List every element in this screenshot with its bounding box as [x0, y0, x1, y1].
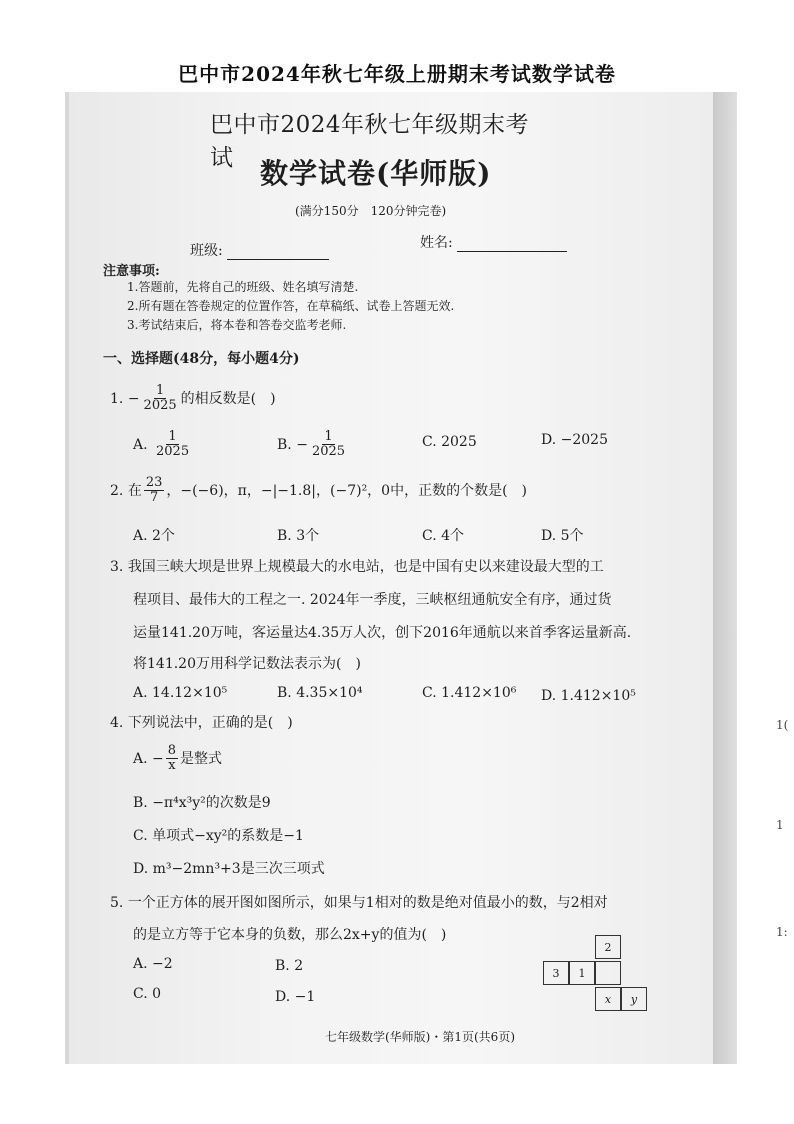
- net-cell-blank: [595, 961, 621, 985]
- option-b: B. 3个: [277, 528, 320, 544]
- question-4: [110, 712, 293, 732]
- denominator: 2025: [156, 444, 190, 460]
- class-blank: [227, 245, 329, 260]
- side-mark: 1(: [776, 718, 789, 732]
- denominator: 7: [149, 490, 159, 506]
- question-3-line: 运量141.20万吨，客运量达4.35万人次，创下2016年通航以来首季客运量新高.: [133, 625, 632, 641]
- numerator: 23: [145, 475, 163, 490]
- fraction: [310, 430, 347, 460]
- option-d: D. 1.412×10⁵: [541, 688, 636, 704]
- option-d: D. −2025: [541, 432, 608, 448]
- question-5-line: 的是立方等于它本身的负数，那么2x+y的值为( ): [133, 927, 447, 943]
- cube-net-diagram: [543, 935, 653, 1015]
- option-text: 是整式: [180, 750, 223, 767]
- question-stem: 我国三峡大坝是世界上规模最大的水电站，也是中国有史以来建设最大型的工: [127, 559, 604, 575]
- section-title: 一、选择题(48分，每小题4分): [103, 351, 300, 367]
- option-d: D. 5个: [541, 528, 584, 544]
- question-stem: 下列说法中，正确的是( ): [127, 715, 293, 731]
- question-3-line: 将141.20万用科学记数法表示为( ): [133, 656, 361, 672]
- option-a: A. −2: [133, 956, 173, 972]
- class-field: [190, 240, 329, 260]
- notice-item: 3.考试结束后，将本卷和答卷交监考老师.: [127, 318, 347, 332]
- numerator: 8: [167, 743, 177, 758]
- name-label: 姓名:: [420, 235, 453, 251]
- option-label: B.: [277, 436, 292, 453]
- photo-right-edge: [713, 92, 737, 1064]
- exam-score-time: (满分150分 120分钟完卷): [295, 204, 447, 218]
- option-a: [133, 744, 222, 774]
- net-cell-x: x: [595, 987, 621, 1011]
- side-mark: 1:: [776, 925, 788, 939]
- question-1: [110, 384, 276, 414]
- option-b: B. 4.35×10⁴: [277, 685, 363, 701]
- fraction: [142, 384, 179, 414]
- option-label: A.: [133, 436, 148, 453]
- name-blank: [457, 237, 567, 252]
- side-mark: 1: [776, 818, 784, 832]
- option-d: D. −1: [275, 989, 316, 1005]
- name-field: [420, 232, 567, 252]
- question-stem: ，−(−6)，π，−|−1.8|，(−7)²，0中，正数的个数是( ): [166, 482, 528, 499]
- option-c: C. 单项式−xy²的系数是−1: [133, 828, 304, 844]
- option-a: A. 2个: [133, 528, 175, 544]
- option-d: D. m³−2mn³+3是三次三项式: [133, 861, 325, 877]
- option-c: C. 2025: [422, 434, 477, 450]
- minus-sign: −: [127, 390, 140, 407]
- numerator: 1: [155, 383, 165, 398]
- net-cell-left: 3: [543, 961, 569, 985]
- question-stem: 的相反数是( ): [180, 390, 276, 407]
- option-label: A.: [133, 750, 148, 767]
- option-b: B. −π⁴x³y²的次数是9: [133, 795, 271, 811]
- question-stem: 一个正方体的展开图如图所示，如果与1相对的数是绝对值最小的数，与2相对: [127, 895, 608, 911]
- net-cell-y: y: [621, 987, 647, 1011]
- numerator: 1: [324, 429, 333, 444]
- net-cell-mid: 1: [569, 961, 595, 985]
- fraction: [166, 744, 178, 774]
- option-c: C. 1.412×10⁶: [422, 685, 517, 701]
- question-number: 4.: [110, 715, 124, 731]
- minus-sign: −: [152, 750, 164, 767]
- question-number: 5.: [110, 895, 124, 911]
- notice-item: 2.所有题在答卷规定的位置作答，在草稿纸、试卷上答题无效.: [127, 299, 455, 313]
- question-number: 1.: [110, 390, 124, 407]
- fraction: [144, 476, 165, 506]
- question-5: [110, 892, 608, 912]
- notice-title: 注意事项:: [103, 264, 160, 279]
- option-c: C. 0: [133, 986, 162, 1002]
- page-footer: 七年级数学(华师版)・第1页(共6页): [325, 1030, 515, 1044]
- photo-left-edge: [65, 92, 69, 1064]
- question-3: [110, 556, 604, 576]
- denominator: x: [168, 758, 176, 774]
- minus-sign: −: [296, 436, 308, 453]
- exam-title-line1: 巴中市2024年秋七年级期末考试: [210, 112, 530, 171]
- option-b: B. 2: [275, 958, 304, 974]
- exam-title-line2: 数学试卷(华师版): [260, 157, 492, 190]
- question-number: 2.: [110, 482, 124, 499]
- option-c: C. 4个: [422, 528, 465, 544]
- question-3-line: 程项目、最伟大的工程之一. 2024年一季度，三峡枢纽通航安全有序，通过货: [133, 592, 612, 608]
- numerator: 1: [168, 429, 177, 444]
- page-header: 巴中市2024年秋七年级上册期末考试数学试卷: [178, 62, 616, 86]
- class-label: 班级:: [190, 243, 223, 259]
- question-stem: 在: [127, 482, 142, 499]
- option-b: [277, 430, 349, 460]
- question-2: [110, 476, 527, 506]
- option-a: [133, 430, 193, 460]
- question-number: 3.: [110, 559, 124, 575]
- notice-item: 1.答题前，先将自己的班级、姓名填写清楚.: [127, 280, 359, 294]
- option-a: A. 14.12×10⁵: [133, 685, 228, 701]
- exam-photo: [65, 92, 737, 1064]
- denominator: 2025: [143, 398, 177, 414]
- fraction: [154, 430, 191, 460]
- denominator: 2025: [311, 444, 346, 460]
- net-cell-top: 2: [595, 935, 621, 959]
